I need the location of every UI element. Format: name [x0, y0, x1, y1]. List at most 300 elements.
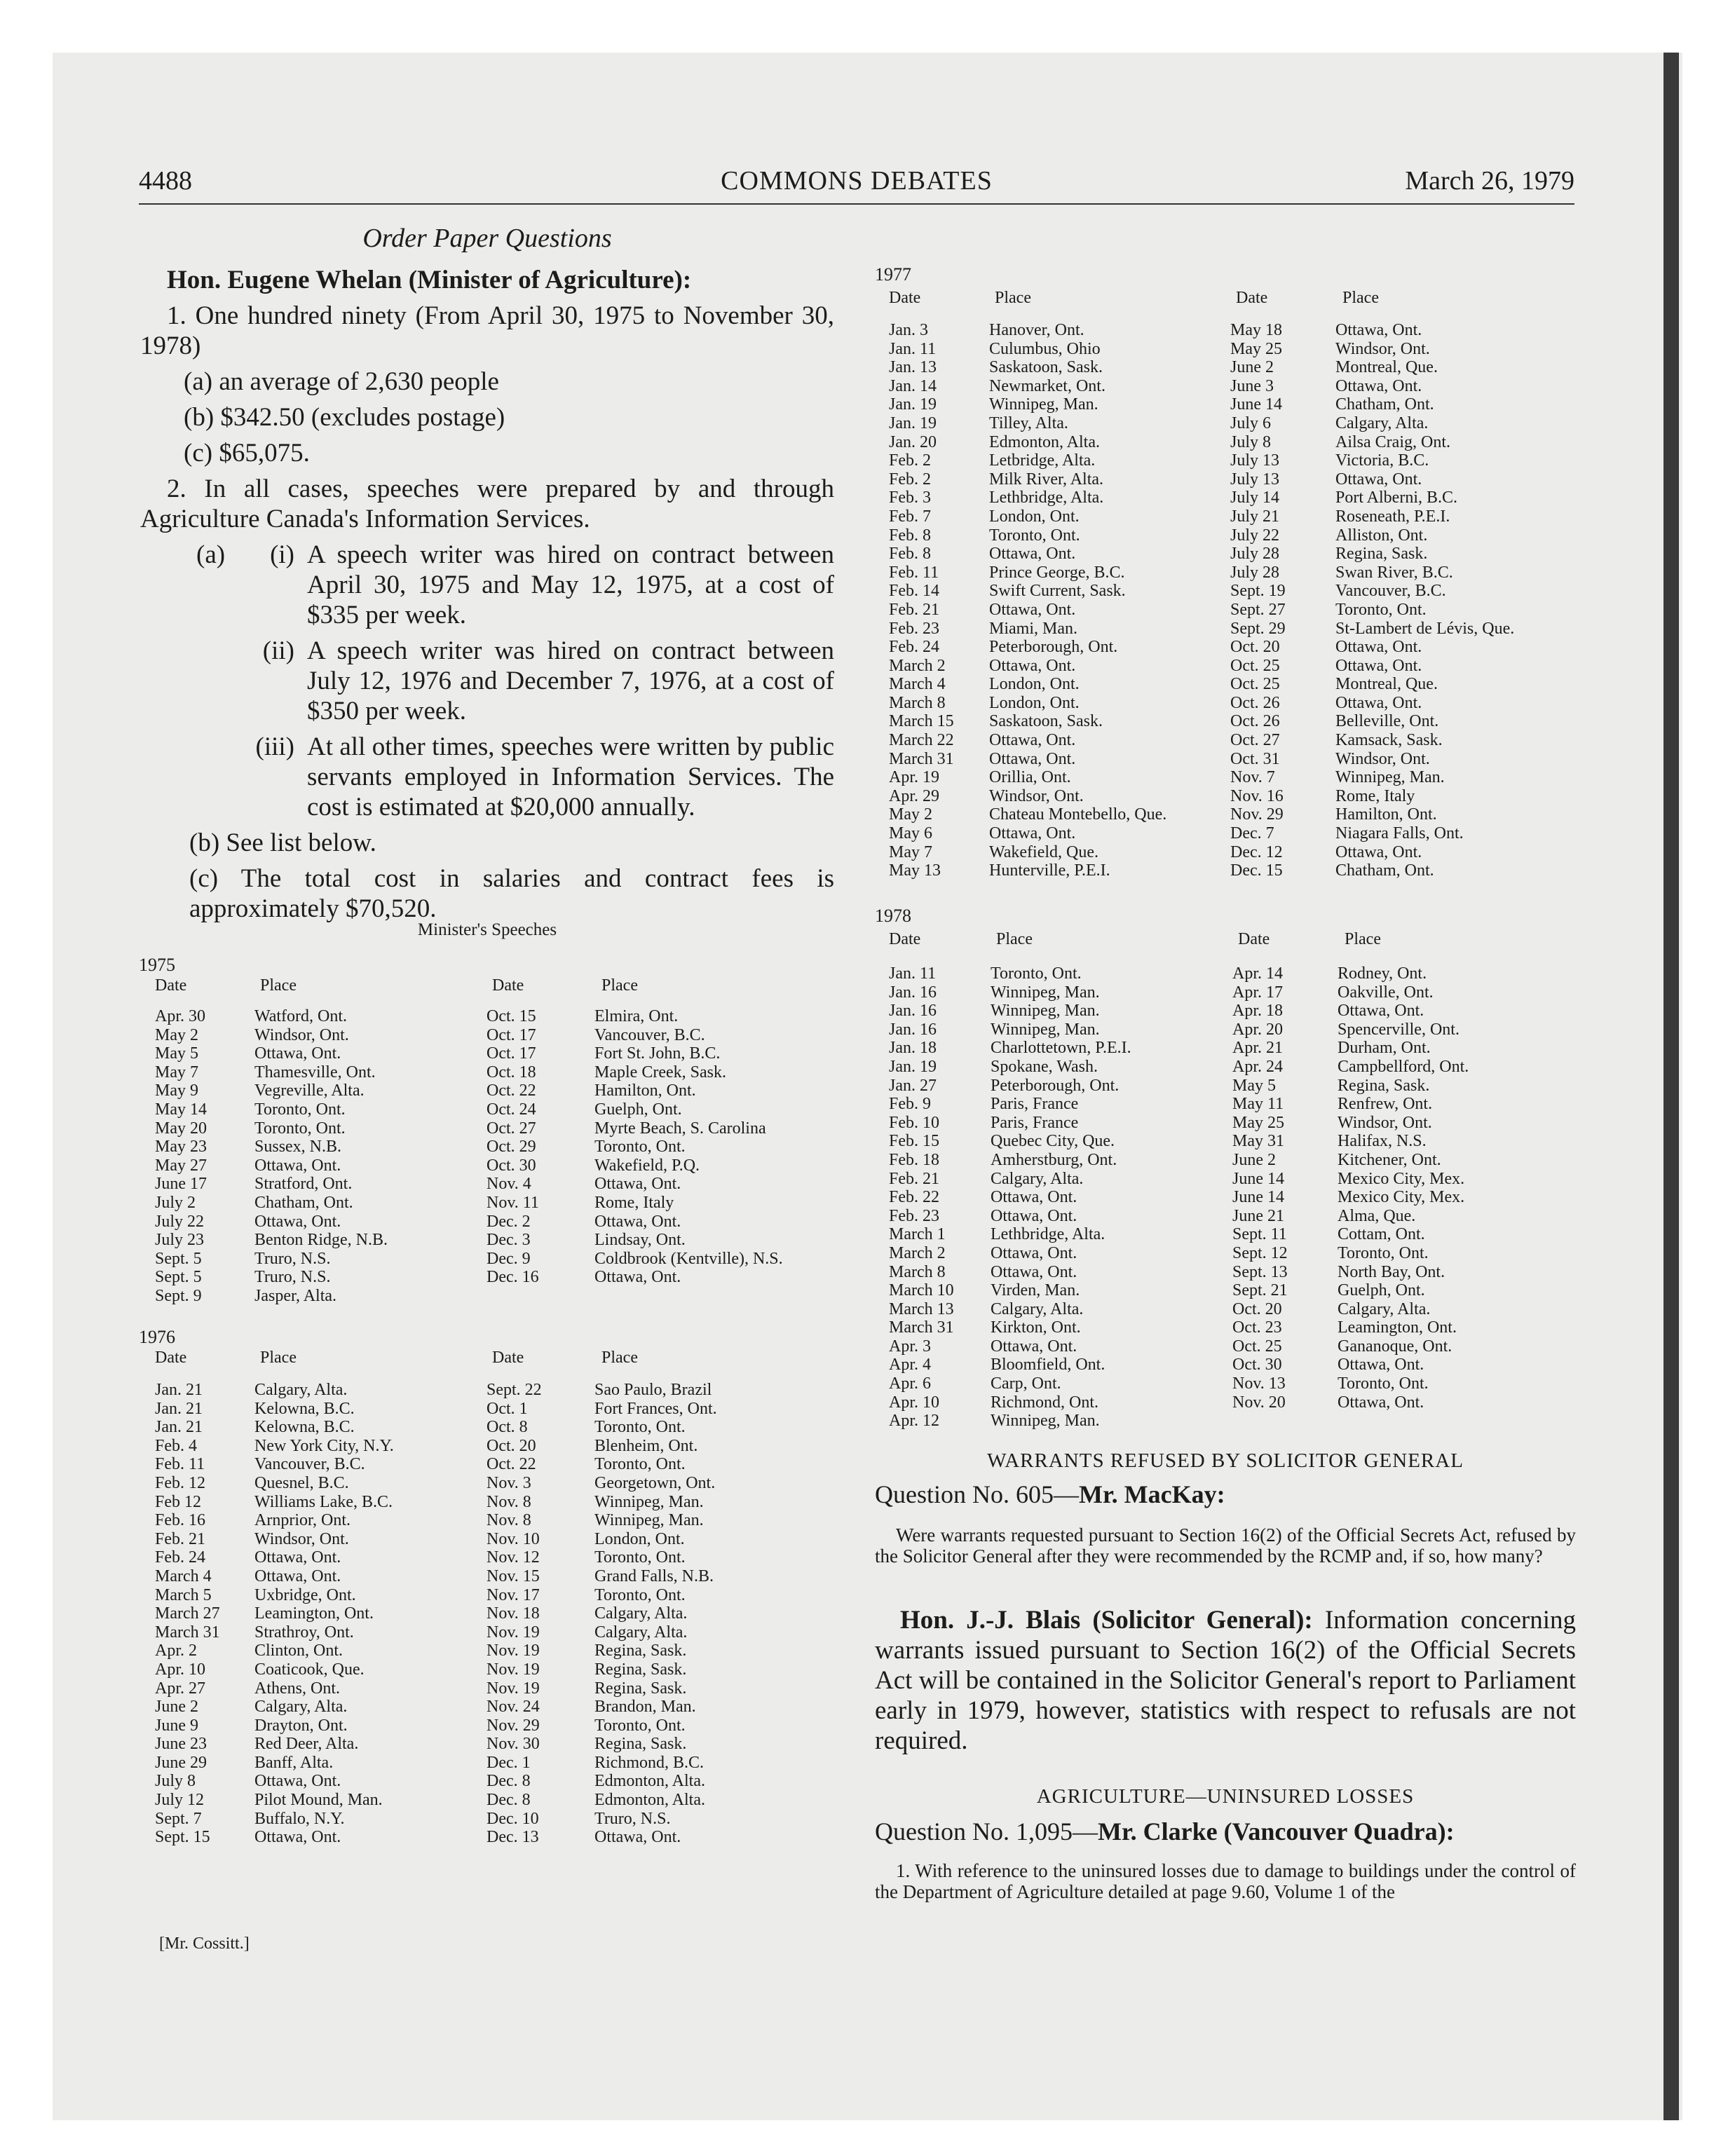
header-date: Date — [155, 1349, 187, 1367]
speech-date: Feb. 8 — [889, 545, 931, 564]
speech-date: July 28 — [1230, 563, 1280, 582]
table-row — [875, 768, 1576, 787]
table-row — [875, 1132, 1576, 1151]
speech-date: May 7 — [155, 1063, 198, 1082]
scan-edge — [1663, 53, 1679, 2120]
speech-place: Calgary, Alta. — [1335, 414, 1429, 432]
speech-date: Jan. 20 — [889, 432, 937, 451]
speech-date: Nov. 7 — [1230, 768, 1275, 787]
speech-date: Oct. 30 — [1232, 1356, 1282, 1374]
speech-place: Calgary, Alta. — [594, 1604, 688, 1623]
speech-place: Lindsay, Ont. — [594, 1231, 686, 1250]
p2a-label: (a) — [196, 540, 226, 569]
speech-date: Apr. 3 — [889, 1337, 931, 1356]
speech-date: Dec. 13 — [487, 1828, 539, 1847]
question-1095-heading — [875, 1817, 1455, 1846]
speech-place: Chateau Montebello, Que. — [989, 805, 1167, 824]
speech-date: Oct. 22 — [487, 1082, 536, 1100]
table-row — [875, 1095, 1576, 1114]
speech-place: Ottawa, Ont. — [254, 1044, 341, 1063]
speech-date: Feb. 16 — [155, 1511, 205, 1530]
speech-date: Nov. 19 — [487, 1642, 540, 1660]
speech-date: Feb. 3 — [889, 489, 931, 507]
speech-date: Jan. 13 — [889, 358, 937, 377]
speech-date: Nov. 19 — [487, 1679, 540, 1698]
table-row — [875, 1058, 1576, 1077]
speech-place: Ottawa, Ont. — [594, 1175, 681, 1194]
table-row — [139, 1679, 840, 1698]
speech-place: Oakville, Ont. — [1338, 983, 1434, 1002]
speech-date: Sept. 11 — [1232, 1225, 1287, 1244]
table-row — [875, 1188, 1576, 1207]
speech-date: March 22 — [889, 731, 954, 750]
table-row — [875, 1207, 1576, 1226]
speech-place: Ottawa, Ont. — [989, 731, 1076, 750]
table-row — [875, 377, 1576, 396]
table-row — [139, 1026, 840, 1045]
speech-date: March 31 — [889, 749, 954, 768]
speech-place: Toronto, Ont. — [1338, 1374, 1429, 1393]
table-row — [875, 1393, 1576, 1412]
speech-place: Rome, Italy — [1335, 786, 1415, 805]
header-date: Date — [492, 976, 524, 995]
speech-date: Jan. 27 — [889, 1076, 937, 1095]
speech-place: Pilot Mound, Man. — [254, 1791, 383, 1810]
speech-place: Banff, Alta. — [254, 1753, 334, 1772]
table-row — [875, 433, 1576, 452]
speech-date: Oct. 25 — [1230, 675, 1280, 694]
table-row — [875, 1114, 1576, 1133]
speech-place: Ottawa, Ont. — [1338, 1002, 1424, 1021]
table-row — [875, 564, 1576, 582]
speech-date: Sept. 5 — [155, 1268, 202, 1287]
speech-place: Ottawa, Ont. — [991, 1243, 1077, 1262]
speech-place: Uxbridge, Ont. — [254, 1585, 356, 1604]
speech-place: Hamilton, Ont. — [594, 1082, 696, 1100]
table-row — [139, 1828, 840, 1847]
table-row — [875, 1263, 1576, 1282]
speech-place: Winnipeg, Man. — [1335, 768, 1445, 787]
speech-date: May 5 — [155, 1044, 198, 1063]
speech-place: Windsor, Ont. — [989, 786, 1084, 805]
speech-date: May 9 — [155, 1082, 198, 1100]
speech-place: Leamington, Ont. — [1338, 1318, 1457, 1337]
speech-date: Feb. 15 — [889, 1132, 939, 1151]
table-row — [875, 620, 1576, 639]
table-row — [139, 1157, 840, 1175]
speech-date: Oct. 27 — [487, 1119, 536, 1138]
table-row — [139, 1754, 840, 1773]
table-row — [875, 545, 1576, 564]
speech-date: May 25 — [1230, 339, 1282, 358]
speech-place: Regina, Sask. — [594, 1660, 687, 1679]
speech-date: Feb. 22 — [889, 1188, 939, 1207]
speech-place: Coaticook, Que. — [254, 1660, 365, 1679]
speech-place: Saskatoon, Sask. — [989, 712, 1103, 731]
header-date: Date — [1238, 930, 1270, 948]
speech-place: Drayton, Ont. — [254, 1716, 348, 1735]
speech-date: June 2 — [155, 1698, 198, 1717]
speech-place: Ottawa, Ont. — [594, 1212, 681, 1231]
speech-place: Arnprior, Ont. — [254, 1511, 351, 1530]
speech-date: May 2 — [155, 1025, 198, 1044]
speech-place: Ottawa, Ont. — [1335, 842, 1422, 861]
table-row — [875, 638, 1576, 657]
speech-date: March 5 — [155, 1585, 212, 1604]
speech-date: March 8 — [889, 1262, 946, 1281]
table-row — [875, 1021, 1576, 1039]
speech-date: Dec. 15 — [1230, 861, 1283, 880]
table-row — [139, 1138, 840, 1157]
speech-date: Nov. 15 — [487, 1567, 540, 1585]
speech-date: Feb 12 — [155, 1492, 201, 1511]
speech-place: Peterborough, Ont. — [989, 638, 1118, 657]
speech-place: Ottawa, Ont. — [1338, 1393, 1424, 1412]
table-row — [875, 750, 1576, 769]
speech-place: Windsor, Ont. — [1335, 749, 1430, 768]
speech-place: Calgary, Alta. — [254, 1381, 348, 1399]
speech-date: Feb. 10 — [889, 1113, 939, 1132]
speech-date: May 5 — [1232, 1076, 1276, 1095]
speech-place: Cottam, Ont. — [1338, 1225, 1425, 1244]
running-header — [139, 165, 1574, 206]
speech-place: Brandon, Man. — [594, 1698, 696, 1717]
speech-date: Feb. 23 — [889, 619, 939, 638]
table-row — [875, 1300, 1576, 1319]
speech-date: Oct. 24 — [487, 1100, 536, 1119]
speech-place: Calgary, Alta. — [1338, 1299, 1431, 1318]
speech-place: Truro, N.S. — [594, 1809, 671, 1828]
schedule-1977 — [875, 289, 1576, 892]
table-row — [139, 1268, 840, 1287]
speech-date: Nov. 8 — [487, 1511, 531, 1530]
publication-date: March 26, 1979 — [1405, 166, 1574, 196]
table-row — [139, 1567, 840, 1586]
speech-date: Feb. 21 — [889, 600, 939, 619]
speech-place: Lethbridge, Alta. — [989, 489, 1104, 507]
speech-place: Quebec City, Que. — [991, 1132, 1115, 1151]
blais-speaker: Hon. J.-J. Blais (Solicitor General): — [900, 1606, 1313, 1635]
table-row — [139, 1119, 840, 1138]
speech-date: March 15 — [889, 712, 954, 731]
table-row — [139, 1530, 840, 1549]
speech-place: Vancouver, B.C. — [1335, 582, 1446, 601]
speech-place: Vancouver, B.C. — [254, 1455, 365, 1474]
speech-place: Kirkton, Ont. — [991, 1318, 1081, 1337]
speech-date: May 27 — [155, 1156, 207, 1175]
schedule-1975 — [139, 976, 840, 1313]
year-1976: 1976 — [139, 1327, 175, 1347]
header-place: Place — [1342, 289, 1379, 307]
speech-date: Dec. 8 — [487, 1791, 531, 1810]
speech-place: Orillia, Ont. — [989, 768, 1071, 787]
header-place: Place — [601, 976, 638, 995]
question-605-text: Were warrants requested pursuant to Section 16(2) of the Official Secrets Act, refused by the Solicitor General after they were recommended by the RCMP and, if so, how many? — [875, 1524, 1576, 1567]
speech-place: Winnipeg, Man. — [991, 983, 1100, 1002]
speech-date: Dec. 8 — [487, 1772, 531, 1791]
table-row — [139, 1287, 840, 1306]
speech-date: Oct. 15 — [487, 1007, 536, 1025]
speech-place: Toronto, Ont. — [594, 1418, 686, 1437]
speech-date: Apr. 30 — [155, 1007, 205, 1025]
table-row — [139, 1623, 840, 1642]
speech-place: Elmira, Ont. — [594, 1007, 679, 1025]
speech-date: July 12 — [155, 1791, 205, 1810]
table-row — [875, 861, 1576, 880]
speech-place: Tilley, Alta. — [989, 414, 1068, 432]
speech-place: Ottawa, Ont. — [989, 545, 1076, 564]
page-number: 4488 — [139, 166, 192, 196]
answer-p2 — [140, 474, 834, 534]
header-place: Place — [995, 289, 1031, 307]
speech-place: Ottawa, Ont. — [991, 1337, 1077, 1356]
table-row — [875, 964, 1576, 983]
header-place: Place — [996, 930, 1033, 948]
header-place: Place — [260, 976, 297, 995]
p2a-i — [245, 540, 834, 630]
table-row — [875, 657, 1576, 676]
speech-place: Toronto, Ont. — [254, 1119, 346, 1138]
header-date: Date — [492, 1349, 524, 1367]
speech-date: Oct. 31 — [1230, 749, 1280, 768]
speech-place: Guelph, Ont. — [594, 1100, 682, 1119]
p2a-ii-label: (ii) — [262, 636, 294, 665]
speech-date: Feb. 14 — [889, 582, 939, 601]
speech-place: Ottawa, Ont. — [991, 1262, 1077, 1281]
speech-date: Oct. 20 — [487, 1436, 536, 1455]
speech-place: Miami, Man. — [989, 619, 1077, 638]
header-date: Date — [1236, 289, 1268, 307]
speech-place: Windsor, Ont. — [254, 1529, 349, 1548]
header-rule — [139, 203, 1574, 205]
speech-place: New York City, N.Y. — [254, 1436, 394, 1455]
speech-place: Toronto, Ont. — [594, 1455, 686, 1474]
speech-place: Richmond, B.C. — [594, 1753, 705, 1772]
speech-date: Oct. 22 — [487, 1455, 536, 1474]
speech-date: Jan. 19 — [889, 1057, 937, 1076]
speech-place: Richmond, Ont. — [991, 1393, 1098, 1412]
speech-place: Blenheim, Ont. — [594, 1436, 698, 1455]
speech-date: Apr. 12 — [889, 1412, 939, 1431]
speech-date: Jan. 14 — [889, 376, 937, 395]
speech-place: Buffalo, N.Y. — [254, 1809, 345, 1828]
speech-place: Campbellford, Ont. — [1338, 1057, 1469, 1076]
speech-date: Feb. 11 — [155, 1455, 205, 1474]
header-place: Place — [601, 1349, 638, 1367]
speech-place: Leamington, Ont. — [254, 1604, 374, 1623]
speech-date: Apr. 14 — [1232, 964, 1283, 983]
speech-place: Guelph, Ont. — [1338, 1281, 1425, 1300]
table-row — [875, 805, 1576, 824]
speech-date: Sept. 12 — [1232, 1243, 1288, 1262]
table-row — [875, 321, 1576, 340]
table-row — [139, 1810, 840, 1829]
speech-date: Oct. 20 — [1230, 638, 1280, 657]
header-date: Date — [889, 289, 921, 307]
table-row — [139, 1044, 840, 1063]
speech-date: Dec. 10 — [487, 1809, 539, 1828]
header-date: Date — [889, 930, 921, 948]
speech-date: Feb. 4 — [155, 1436, 197, 1455]
speech-date: March 27 — [155, 1604, 220, 1623]
p2a-i-text: A speech writer was hired on contract between April 30, 1975 and May 12, 1975, at a cost of $335 per week. — [307, 540, 834, 629]
speech-date: Oct. 1 — [487, 1399, 528, 1418]
speech-date: June 21 — [1232, 1206, 1284, 1225]
speech-date: May 25 — [1232, 1113, 1284, 1132]
speech-place: Ottawa, Ont. — [991, 1188, 1077, 1207]
schedule-right-column — [139, 1007, 840, 1287]
table-row — [139, 1717, 840, 1735]
speech-place: Spokane, Wash. — [991, 1057, 1098, 1076]
warrants-heading: WARRANTS REFUSED BY SOLICITOR GENERAL — [987, 1449, 1464, 1472]
speech-place: Rodney, Ont. — [1338, 964, 1427, 983]
speech-date: Nov. 19 — [487, 1660, 540, 1679]
speech-date: May 13 — [889, 861, 941, 880]
speech-place: Regina, Sask. — [594, 1735, 687, 1754]
speech-place: Montreal, Que. — [1335, 358, 1438, 377]
speech-place: Newmarket, Ont. — [989, 376, 1105, 395]
table-row — [875, 358, 1576, 377]
speech-date: March 31 — [155, 1623, 220, 1642]
speech-date: June 23 — [155, 1735, 207, 1754]
table-row — [875, 1002, 1576, 1021]
speech-place: Ottawa, Ont. — [1335, 656, 1422, 675]
speech-date: Feb. 24 — [155, 1548, 205, 1567]
speech-place: Clinton, Ont. — [254, 1642, 343, 1660]
speech-date: Jan. 18 — [889, 1039, 937, 1058]
schedule-right-column — [875, 964, 1576, 1412]
table-row — [139, 1250, 840, 1269]
table-row — [139, 1586, 840, 1605]
speech-place: Winnipeg, Man. — [991, 1002, 1100, 1021]
speech-place: Fort St. John, B.C. — [594, 1044, 721, 1063]
speech-date: Dec. 2 — [487, 1212, 531, 1231]
speech-place: Ottawa, Ont. — [991, 1206, 1077, 1225]
speech-date: March 31 — [889, 1318, 954, 1337]
speech-date: June 2 — [1230, 358, 1274, 377]
speech-place: Ottawa, Ont. — [1335, 638, 1422, 657]
speech-date: Nov. 29 — [1230, 805, 1284, 824]
speech-place: Ottawa, Ont. — [1335, 693, 1422, 712]
speech-place: Paris, France — [991, 1095, 1079, 1114]
speech-date: March 1 — [889, 1225, 946, 1244]
speech-place: Truro, N.S. — [254, 1249, 331, 1268]
table-row — [875, 1374, 1576, 1393]
year-1975: 1975 — [139, 955, 175, 975]
speech-date: Jan. 16 — [889, 983, 937, 1002]
speech-place: Rome, Italy — [594, 1193, 674, 1212]
speech-place: Roseneath, P.E.I. — [1335, 507, 1450, 526]
table-row — [875, 340, 1576, 359]
speech-place: Truro, N.S. — [254, 1268, 331, 1287]
speech-date: Oct. 8 — [487, 1418, 528, 1437]
table-row — [875, 489, 1576, 507]
question-605-asker: Mr. MacKay: — [1079, 1480, 1225, 1508]
speech-date: Jan. 16 — [889, 1020, 937, 1039]
question-605-number: Question No. 605— — [875, 1480, 1079, 1508]
speech-date: March 4 — [889, 675, 946, 694]
schedule-1976 — [139, 1349, 840, 1853]
speech-date: Feb. 21 — [155, 1529, 205, 1548]
speech-date: Jan. 11 — [889, 964, 937, 983]
speech-place: Quesnel, B.C. — [254, 1473, 349, 1492]
answer-indent — [875, 1606, 900, 1635]
speech-date: Oct. 30 — [487, 1156, 536, 1175]
agriculture-heading: AGRICULTURE—UNINSURED LOSSES — [1036, 1785, 1415, 1808]
speech-date: Dec. 9 — [487, 1249, 531, 1268]
speech-place: Sussex, N.B. — [254, 1138, 342, 1157]
schedule-1978 — [875, 930, 1576, 1435]
speech-place: Toronto, Ont. — [1335, 600, 1427, 619]
speech-date: Jan. 21 — [155, 1399, 203, 1418]
speech-date: Feb. 2 — [889, 470, 931, 489]
speech-date: June 14 — [1232, 1188, 1284, 1207]
speech-date: Feb. 24 — [889, 638, 939, 657]
blais-answer-text: Information concerning warrants issued pursuant to Section 16(2) of the Official Secrets Act will be contained in the Solicitor General's report to Parliament early in 1979, however, statistics with respect to refusals are not required. — [875, 1606, 1576, 1755]
speech-place: Toronto, Ont. — [594, 1716, 686, 1735]
speech-place: Winnipeg, Man. — [594, 1511, 704, 1530]
schedule-right-column — [875, 321, 1576, 880]
speech-place: Edmonton, Alta. — [594, 1791, 705, 1810]
speech-date: Jan. 21 — [155, 1381, 203, 1399]
answer-p2-text: 2. In all cases, speeches were prepared by and through Agriculture Canada's Information Services. — [140, 475, 834, 533]
speech-place: Regina, Sask. — [594, 1679, 687, 1698]
speech-place: Swan River, B.C. — [1335, 563, 1453, 582]
speech-date: Apr. 10 — [889, 1393, 939, 1412]
table-row — [139, 1511, 840, 1530]
speech-date: July 22 — [155, 1212, 205, 1231]
speech-date: Sept. 27 — [1230, 600, 1286, 619]
speech-place: Durham, Ont. — [1338, 1039, 1431, 1058]
table-row — [139, 1175, 840, 1194]
speech-place: Ottawa, Ont. — [989, 824, 1076, 843]
speech-date: May 2 — [889, 805, 932, 824]
speech-place: Hanover, Ont. — [989, 321, 1084, 339]
speech-date: July 21 — [1230, 507, 1280, 526]
table-row — [139, 1474, 840, 1493]
speech-date: Jan. 21 — [155, 1418, 203, 1437]
speech-place: Williams Lake, B.C. — [254, 1492, 393, 1511]
speech-date: Apr. 24 — [1232, 1057, 1283, 1076]
speech-date: Apr. 4 — [889, 1356, 931, 1374]
speech-date: Oct. 17 — [487, 1025, 536, 1044]
speech-date: July 8 — [155, 1772, 196, 1791]
speech-place: Chatham, Ont. — [1335, 395, 1434, 414]
footer-note: [Mr. Cossitt.] — [159, 1935, 250, 1953]
speech-date: July 6 — [1230, 414, 1272, 432]
speech-place: Prince George, B.C. — [989, 563, 1125, 582]
speech-date: June 2 — [1232, 1150, 1276, 1169]
speech-place: Toronto, Ont. — [594, 1138, 686, 1157]
speech-date: July 2 — [155, 1193, 196, 1212]
table-row — [139, 1604, 840, 1623]
speech-date: Nov. 16 — [1230, 786, 1284, 805]
speech-date: March 4 — [155, 1567, 212, 1585]
speech-date: Oct. 26 — [1230, 693, 1280, 712]
speech-date: Feb. 21 — [889, 1169, 939, 1188]
speech-date: Nov. 4 — [487, 1175, 531, 1194]
speech-date: Dec. 3 — [487, 1231, 531, 1250]
speech-date: July 28 — [1230, 545, 1280, 564]
speech-date: July 8 — [1230, 432, 1272, 451]
table-row — [875, 694, 1576, 713]
speech-place: Georgetown, Ont. — [594, 1473, 716, 1492]
speech-place: Chatham, Ont. — [254, 1193, 353, 1212]
speech-date: Sept. 7 — [155, 1809, 202, 1828]
speech-place: Paris, France — [991, 1113, 1079, 1132]
table-row — [139, 1194, 840, 1213]
answer-p1-text: 1. One hundred ninety (From April 30, 1975 to November 30, 1978) — [140, 301, 834, 360]
